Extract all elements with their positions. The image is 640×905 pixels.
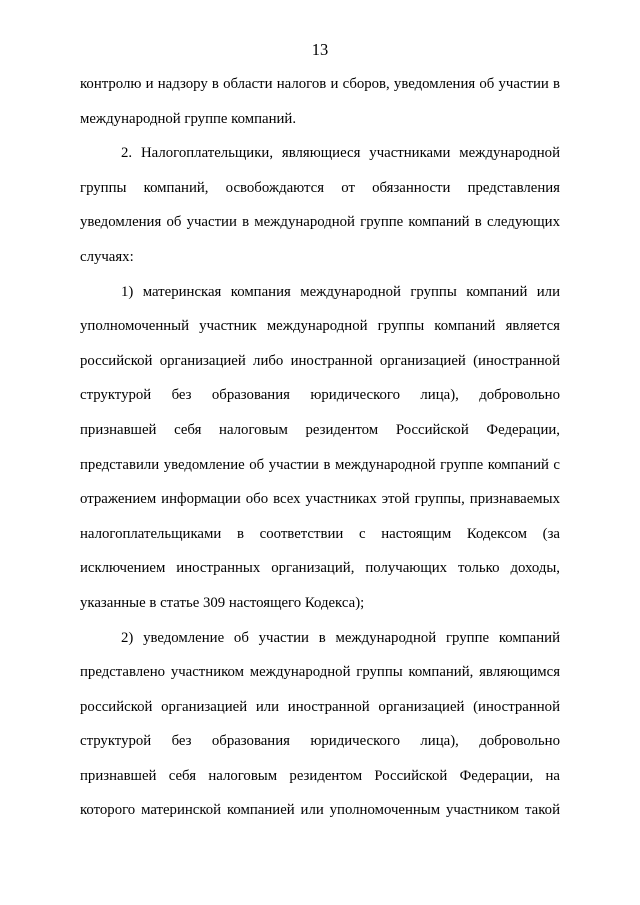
list-item-line: налогоплательщиками в соответствии с настоящим Кодексом (за <box>80 525 560 542</box>
document-body <box>80 67 560 828</box>
paragraph-line: международной группе компаний. <box>80 110 297 127</box>
paragraph-line: группы компаний, освобождаются от обязанности представления <box>80 179 560 196</box>
list-item-line: исключением иностранных организаций, получающих только доходы, <box>80 560 560 577</box>
list-item-line: признавшей себя налоговым резидентом Российской Федерации, <box>80 421 560 438</box>
list-item-line: указанные в статье 309 настоящего Кодекса); <box>80 594 365 611</box>
list-item-line: представили уведомление об участии в международной группе компаний с <box>80 456 560 473</box>
paragraph-line: случаях: <box>80 248 134 265</box>
list-item-line: уполномоченный участник международной группы компаний является <box>80 318 560 335</box>
list-item-line: представлено участником международной группы компаний, являющимся <box>80 664 560 681</box>
list-item-line: 1) материнская компания международной группы компаний или <box>121 283 560 300</box>
list-item-line: структурой без образования юридического лица), добровольно <box>80 387 560 404</box>
list-item-line: российской организацией или иностранной организацией (иностранной <box>80 698 560 715</box>
list-item-line: которого материнской компанией или уполномоченным участником такой <box>80 802 560 819</box>
paragraph-line: контролю и надзору в области налогов и сборов, уведомления об участии в <box>80 76 560 92</box>
paragraph-line: 2. Налогоплательщики, являющиеся участниками международной <box>121 145 560 162</box>
page-number: 13 <box>311 40 329 59</box>
list-item-line: отражением информации обо всех участниках этой группы, признаваемых <box>80 491 560 508</box>
list-item-line: признавшей себя налоговым резидентом Российской Федерации, на <box>80 767 560 784</box>
list-item-line: 2) уведомление об участии в международной группе компаний <box>121 629 560 646</box>
list-item-line: структурой без образования юридического лица), добровольно <box>80 733 560 750</box>
paragraph-line: уведомления об участии в международной группе компаний в следующих <box>80 214 560 231</box>
list-item-line: российской организацией либо иностранной организацией (иностранной <box>80 352 560 369</box>
